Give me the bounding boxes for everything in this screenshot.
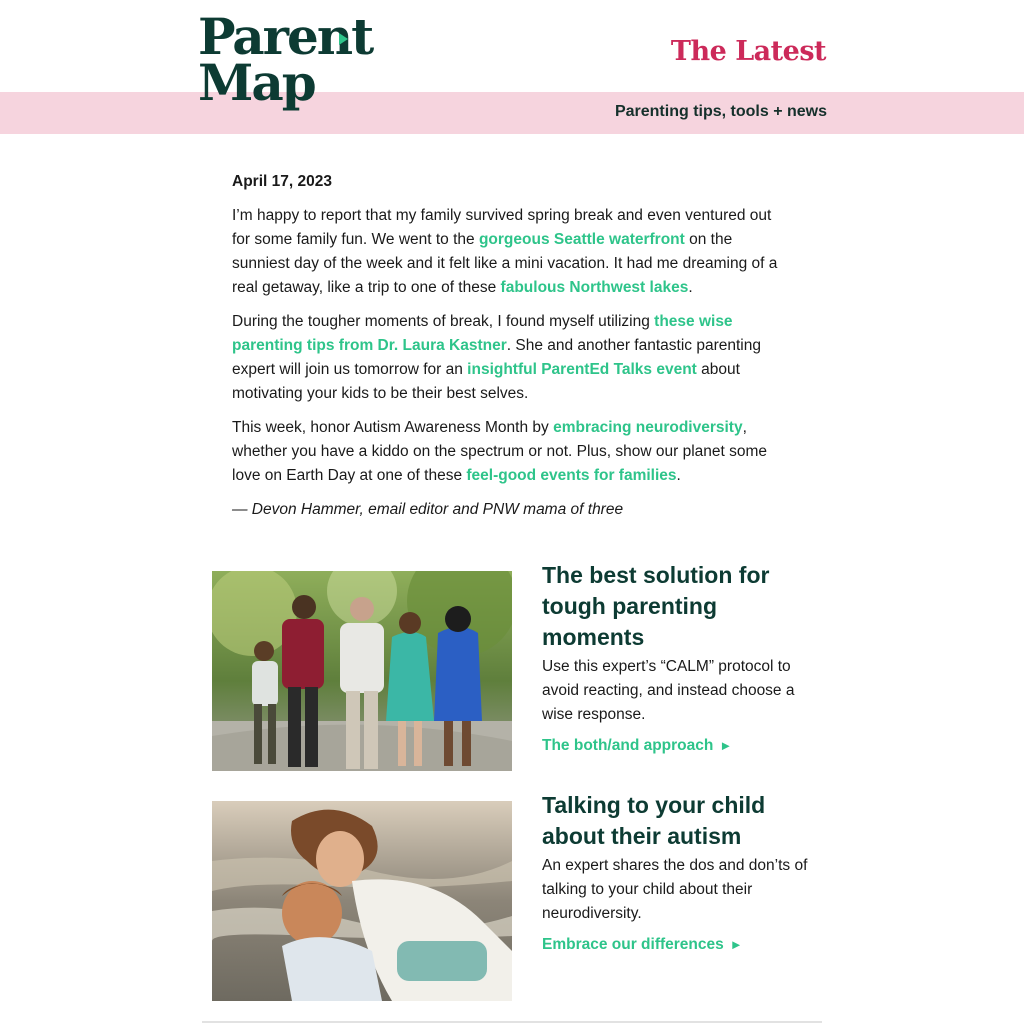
article-title[interactable]: The best solution for tough parenting moments <box>542 562 770 650</box>
article-card <box>212 560 824 760</box>
text: I’m happy to report that my family survived spring break and even ventured out for some family fun. We went to the <box>232 207 772 248</box>
intro-paragraph-1 <box>232 204 792 300</box>
article-description: An expert shares the dos and don’ts of talking to your child about their neurodiversity. <box>542 857 808 922</box>
article-text <box>542 560 824 755</box>
link-neurodiversity[interactable]: embracing neurodiversity <box>553 419 743 436</box>
text: . <box>676 467 681 484</box>
article-text <box>542 790 824 954</box>
play-arrow-icon: ► <box>719 738 733 753</box>
article-title[interactable]: Talking to your child about their autism <box>542 792 766 849</box>
article-image-mother-child[interactable] <box>212 801 512 1001</box>
text: . <box>688 279 693 296</box>
intro-paragraph-2 <box>232 310 792 406</box>
logo-play-icon <box>339 33 348 45</box>
text: During the tougher moments of break, I found myself utilizing <box>232 313 655 330</box>
cta-label: The both/and approach <box>542 737 714 754</box>
article-card <box>212 790 824 990</box>
parentmap-logo[interactable] <box>198 7 373 112</box>
editor-signoff: — Devon Hammer, email editor and PNW mama of three <box>232 501 624 518</box>
newsletter-tagline: Parenting tips, tools + news <box>614 103 827 120</box>
article-image-family-walking[interactable] <box>212 571 512 771</box>
logo-line-1: Parent <box>198 7 373 66</box>
text: about motivating your kids to be their best selves. <box>232 361 740 402</box>
article-cta-link[interactable] <box>542 936 743 954</box>
article-cta-link[interactable] <box>542 737 732 755</box>
header-band <box>0 92 1024 134</box>
link-parenting-tips[interactable]: these wise parenting tips from Dr. Laura Kastner <box>232 313 733 354</box>
link-parented-talks[interactable]: insightful ParentEd Talks event <box>467 361 697 378</box>
newsletter-title: The Latest <box>670 36 826 67</box>
text: , whether you have a kiddo on the spectrum or not. Plus, show our planet some love on Earth Day at one of these <box>232 419 768 484</box>
play-arrow-icon: ► <box>729 937 743 952</box>
text: This week, honor Autism Awareness Month by <box>232 419 554 436</box>
divider <box>202 1021 822 1023</box>
issue-date: April 17, 2023 <box>232 173 332 190</box>
family-walking-image <box>212 571 512 771</box>
link-seattle-waterfront[interactable]: gorgeous Seattle waterfront <box>478 231 685 248</box>
text: . She and another fantastic parenting expert will join us tomorrow for an <box>232 337 761 378</box>
intro-paragraph-3 <box>232 416 792 488</box>
cta-label: Embrace our differences <box>542 936 724 953</box>
email-header <box>0 0 1024 134</box>
link-earth-day-events[interactable]: feel-good events for families <box>466 467 677 484</box>
logo-line-2: Map <box>198 53 315 112</box>
text: on the sunniest day of the week and it felt like a mini vacation. It had me dreaming of a real getaway, like a trip to one of these <box>232 231 778 296</box>
link-northwest-lakes[interactable]: fabulous Northwest lakes <box>500 279 689 296</box>
editor-intro <box>232 170 792 532</box>
article-description: Use this expert’s “CALM” protocol to avoid reacting, and instead choose a wise response. <box>542 658 795 723</box>
mother-child-beach-image <box>212 801 512 1001</box>
